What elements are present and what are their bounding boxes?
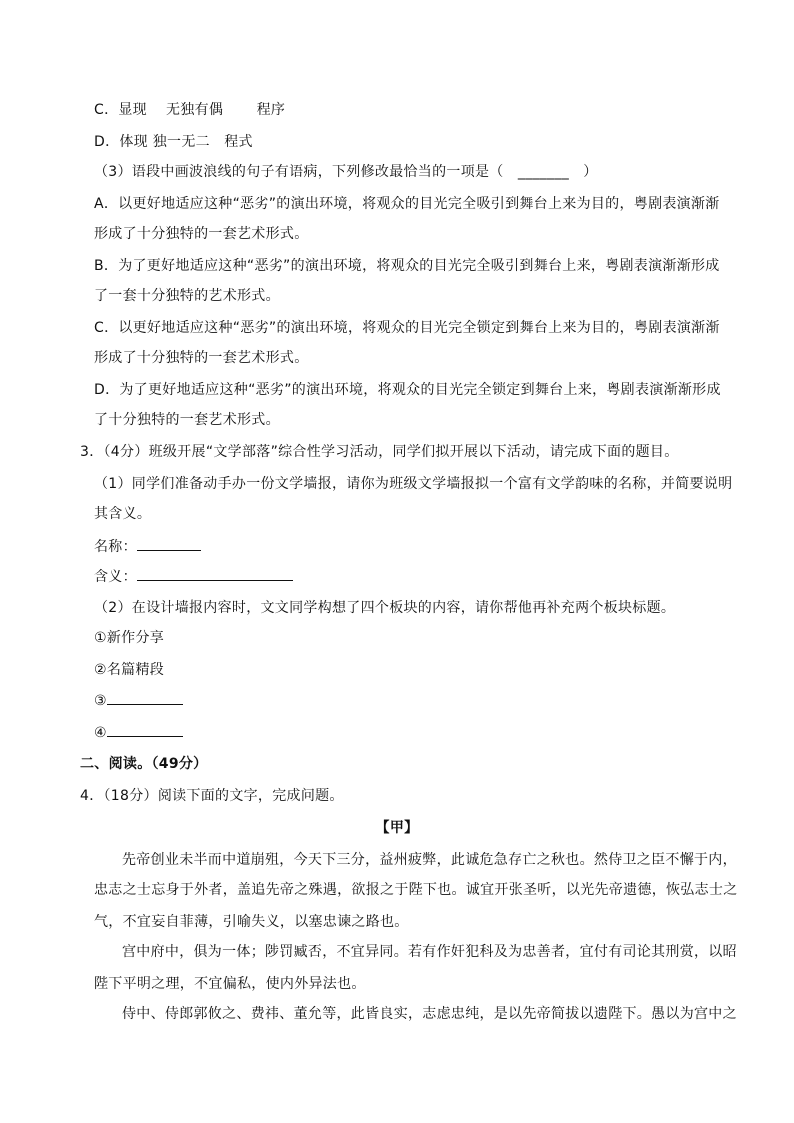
board-item-4-row [94, 722, 183, 743]
option-b-line-2: 了一套十分独特的艺术形式。 [94, 288, 280, 304]
meaning-label: 含义： [94, 569, 137, 585]
question-3-sub1-line-2: 其含义。 [94, 506, 152, 522]
option-a-line-1: A．以更好地适应这种“恶劣”的演出环境，将观众的目光完全吸引到舞台上来为目的，粤剧表演渐渐 [94, 196, 720, 212]
passage-paragraph-2-line-2: 陛下平明之理，不宜偏私，使内外异法也。 [94, 976, 366, 992]
passage-title: 【甲】 [375, 820, 419, 836]
board-item-3-label: ③ [94, 693, 107, 709]
passage-paragraph-2-line-1: 宫中府中，俱为一体；陟罚臧否，不宜异同。若有作奸犯科及为忠善者，宜付有司论其刑赏，以昭 [122, 944, 737, 960]
section-2-heading: 二、阅读。（49分） [80, 756, 208, 772]
board-item-2: ②名篇精段 [94, 662, 165, 678]
question-2-3-stem: （3）语段中画波浪线的句子有语病，下列修改最恰当的一项是（ _______ ） [94, 164, 598, 180]
board-item-4-label: ④ [94, 725, 107, 741]
passage-paragraph-3-line-1: 侍中、侍郎郭攸之、费祎、董允等，此皆良实，志虑忠纯，是以先帝简拔以遗陛下。愚以为宫中之 [122, 1006, 737, 1022]
name-label: 名称： [94, 539, 137, 555]
passage-paragraph-1-line-3: 气，不宜妄自菲薄，引喻失义，以塞忠谏之路也。 [94, 914, 409, 930]
option-d-line-2: 了十分独特的一套艺术形式。 [94, 412, 280, 428]
name-field-row [94, 536, 201, 557]
name-blank[interactable] [137, 536, 201, 551]
option-b-line-1: B．为了更好地适应这种“恶劣”的演出环境，将观众的目光完全吸引到舞台上来，粤剧表演渐渐形成 [94, 258, 720, 274]
board-item-4-blank[interactable] [107, 722, 183, 737]
passage-paragraph-1-line-2: 忠志之士忘身于外者，盖追先帝之殊遇，欲报之于陛下也。诚宜开张圣听，以光先帝遗德，恢弘志士之 [94, 882, 738, 898]
option-d-line-1: D．为了更好地适应这种“恶劣”的演出环境，将观众的目光完全锁定到舞台上来，粤剧表演渐渐形成 [94, 382, 721, 398]
question-3-sub1-line-1: （1）同学们准备动手办一份文学墙报，请你为班级文学墙报拟一个富有文学韵味的名称，并简要说明 [94, 476, 733, 492]
passage-paragraph-1-line-1: 先帝创业未半而中道崩殂，今天下三分，益州疲弊，此诚危急存亡之秋也。然侍卫之臣不懈于内， [122, 852, 737, 868]
question-3-stem: 3．（4分）班级开展“文学部落”综合性学习活动，同学们拟开展以下活动，请完成下面的题目。 [80, 444, 679, 460]
board-item-1: ①新作分享 [94, 630, 165, 646]
option-c-line-1: C．以更好地适应这种“恶劣”的演出环境，将观众的目光完全锁定到舞台上来为目的，粤剧表演渐渐 [94, 320, 720, 336]
option-c-q2: C．显现 无独有偶 程序 [94, 102, 286, 118]
board-item-3-blank[interactable] [107, 690, 183, 705]
question-4-stem: 4．（18分）阅读下面的文字，完成问题。 [80, 788, 344, 804]
question-3-sub2: （2）在设计墙报内容时，文文同学构想了四个板块的内容，请你帮他再补充两个板块标题。 [94, 600, 676, 616]
meaning-blank[interactable] [137, 566, 293, 581]
option-c-line-2: 形成了十分独特的一套艺术形式。 [94, 350, 309, 366]
meaning-field-row [94, 566, 293, 587]
option-a-line-2: 形成了十分独特的一套艺术形式。 [94, 226, 309, 242]
board-item-3-row [94, 690, 183, 711]
option-d-q2: D．体现 独一无二 程式 [94, 134, 253, 150]
